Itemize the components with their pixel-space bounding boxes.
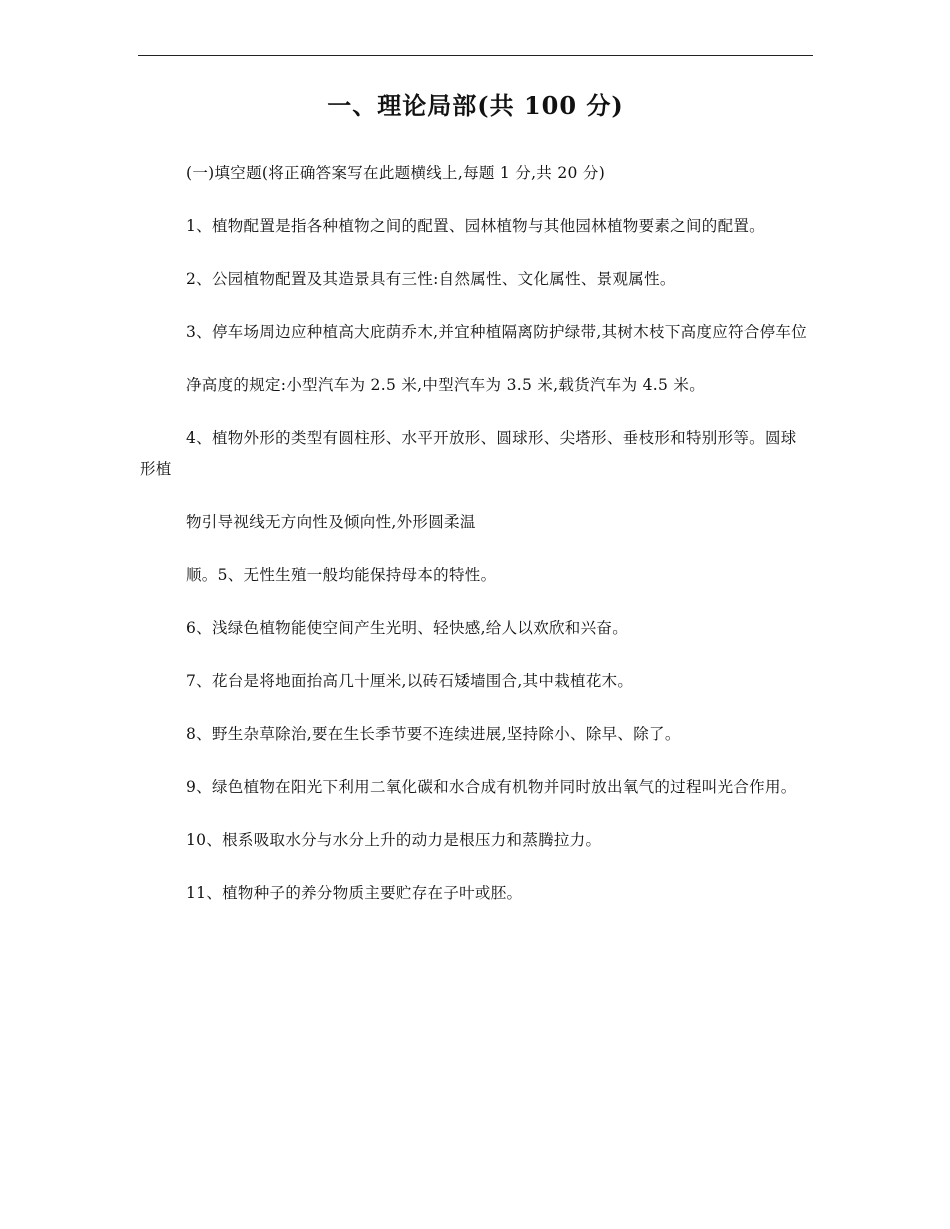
paragraph-7: 顺。5、无性生殖一般均能保持母本的特性。: [186, 566, 497, 584]
document-body: [140, 158, 808, 931]
paragraph-9: 7、花台是将地面抬高几十厘米,以砖石矮墙围合,其中栽植花木。: [186, 672, 634, 690]
paragraph-6: 物引导视线无方向性及倾向性,外形圆柔温: [186, 513, 476, 531]
paragraph-3: 3、停车场周边应种植高大庇荫乔木,并宜种植隔离防护绿带,其树木枝下高度应符合停车位: [186, 323, 808, 341]
paragraph-13: 11、植物种子的养分物质主要贮存在子叶或胚。: [186, 884, 523, 902]
paragraph-12: 10、根系吸取水分与水分上升的动力是根压力和蒸腾拉力。: [186, 831, 602, 849]
section-heading: (一)填空题(将正确答案写在此题横线上,每题 1 分,共 20 分): [186, 164, 606, 182]
paragraph-8: 6、浅绿色植物能使空间产生光明、轻快感,给人以欢欣和兴奋。: [186, 619, 628, 637]
paragraph-4: 净高度的规定:小型汽车为 2.5 米,中型汽车为 3.5 米,载货汽车为 4.5 米。: [186, 376, 705, 394]
paragraph-11: 9、绿色植物在阳光下利用二氧化碳和水合成有机物并同时放出氧气的过程叫光合作用。: [186, 778, 797, 796]
header-rule: [138, 55, 813, 56]
page-title: 一、理论局部(共 100 分): [327, 91, 624, 120]
paragraph-10: 8、野生杂草除治,要在生长季节要不连续进展,坚持除小、除早、除了。: [186, 725, 681, 743]
paragraph-5: 4、植物外形的类型有圆柱形、水平开放形、圆球形、尖塔形、垂枝形和特别形等。圆球形植: [140, 429, 797, 478]
paragraph-2: 2、公园植物配置及其造景具有三性:自然属性、文化属性、景观属性。: [186, 270, 676, 288]
paragraph-1: 1、植物配置是指各种植物之间的配置、园林植物与其他园林植物要素之间的配置。: [186, 217, 765, 235]
